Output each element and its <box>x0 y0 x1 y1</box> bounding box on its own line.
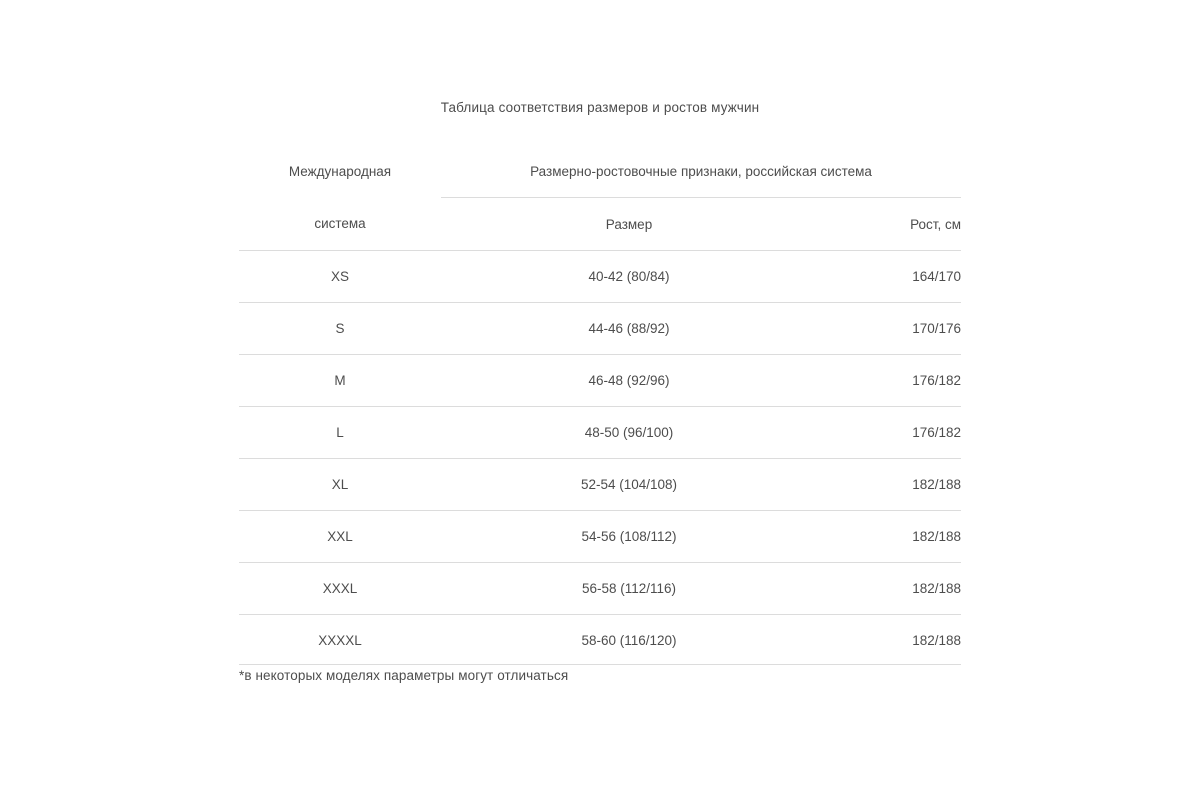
cell-size: 44-46 (88/92) <box>441 303 817 355</box>
cell-international: XXXXL <box>318 633 362 648</box>
cell-size: 46-48 (92/96) <box>441 355 817 407</box>
header-size: Размер <box>441 198 817 251</box>
cell-size: 54-56 (108/112) <box>441 511 817 563</box>
table-row <box>239 615 961 667</box>
cell-size: 52-54 (104/108) <box>441 459 817 511</box>
cell-size: 56-58 (112/116) <box>441 563 817 615</box>
table-caption: Таблица соответствия размеров и ростов мужчин <box>440 100 760 115</box>
cell-height: 176/182 <box>817 407 961 459</box>
cell-height: 182/188 <box>912 633 961 648</box>
table-body <box>239 251 961 667</box>
cell-international: XS <box>239 251 441 303</box>
footnote-divider <box>239 664 961 665</box>
size-chart-container <box>239 100 961 666</box>
table-row <box>239 407 961 459</box>
cell-international: M <box>239 355 441 407</box>
header-russian-group: Размерно-ростовочные признаки, российская система <box>441 145 961 198</box>
table-row <box>239 511 961 563</box>
table-row <box>239 251 961 303</box>
cell-international: XXL <box>239 511 441 563</box>
table-footnote: *в некоторых моделях параметры могут отличаться <box>239 668 569 683</box>
cell-height: 164/170 <box>817 251 961 303</box>
table-header-row-1 <box>239 145 961 198</box>
cell-height: 182/188 <box>817 511 961 563</box>
cell-height: 176/182 <box>817 355 961 407</box>
cell-international: S <box>239 303 441 355</box>
table-row <box>239 303 961 355</box>
cell-size: 58-60 (116/120) <box>581 633 677 648</box>
cell-international: L <box>239 407 441 459</box>
table-row <box>239 563 961 615</box>
cell-size: 40-42 (80/84) <box>441 251 817 303</box>
cell-international: XXXL <box>239 563 441 615</box>
cell-international: XL <box>239 459 441 511</box>
header-height: Рост, см <box>817 198 961 251</box>
table-header-row-2 <box>239 198 961 251</box>
cell-height: 170/176 <box>817 303 961 355</box>
header-international-line2: система <box>239 198 441 251</box>
header-international-line1: Международная <box>288 163 392 179</box>
table-row <box>239 355 961 407</box>
size-chart-table <box>239 145 961 666</box>
table-row <box>239 459 961 511</box>
cell-height: 182/188 <box>817 459 961 511</box>
cell-size: 48-50 (96/100) <box>441 407 817 459</box>
table-header <box>239 145 961 251</box>
cell-height: 182/188 <box>817 563 961 615</box>
